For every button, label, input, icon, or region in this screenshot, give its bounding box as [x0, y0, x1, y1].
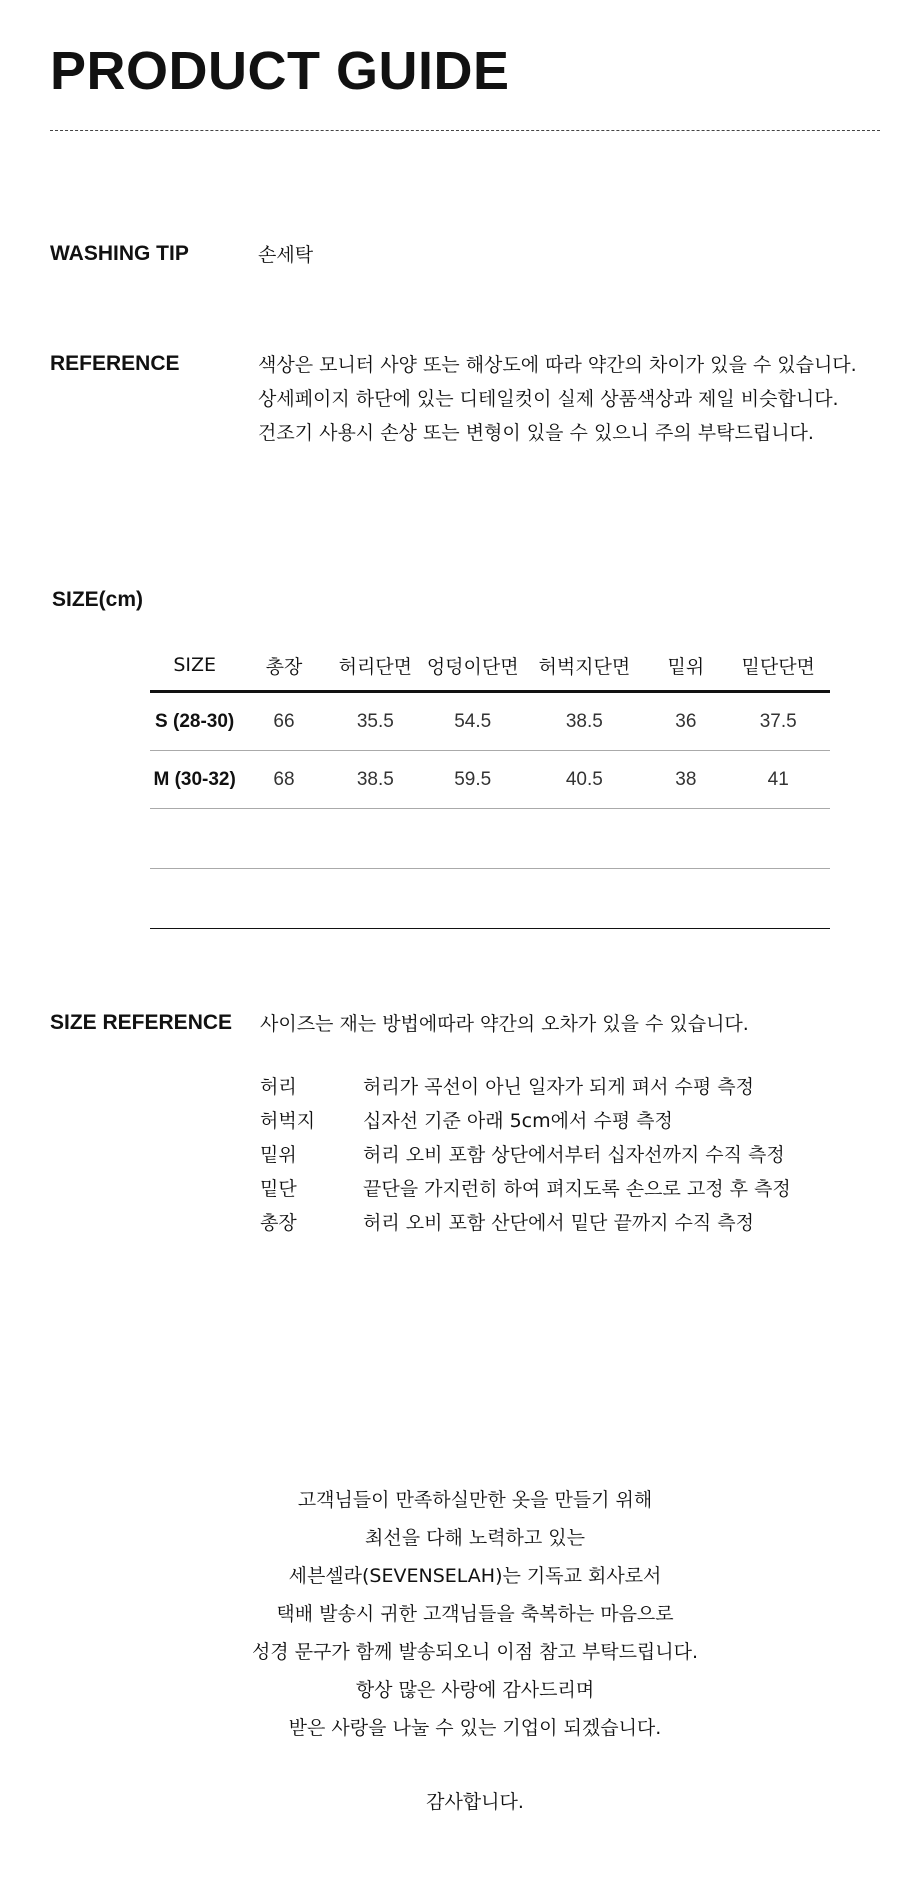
size-cell: S (28-30) — [150, 692, 239, 751]
measurement-term: 총장 — [260, 1212, 297, 1234]
measurement-desc: 허리 오비 포함 산단에서 밑단 끝까지 수직 측정 — [363, 1212, 755, 1234]
column-header-hem: 밑단단면 — [726, 640, 830, 692]
column-header-waist: 허리단면 — [329, 640, 422, 692]
column-header-total-length: 총장 — [239, 640, 328, 692]
list-item — [260, 1172, 791, 1206]
table-row — [150, 751, 830, 809]
reference-line: 색상은 모니터 사양 또는 해상도에 따라 약간의 차이가 있을 수 있습니다. — [258, 354, 857, 376]
size-reference-label: SIZE REFERENCE — [50, 1011, 233, 1034]
size-table — [150, 640, 830, 929]
value-cell: 40.5 — [523, 751, 645, 809]
measurement-term: 허리 — [260, 1076, 297, 1098]
washing-tip-value: 손세탁 — [258, 244, 314, 266]
empty-table-row — [150, 869, 830, 929]
closing-thanks: 감사합니다. — [426, 1791, 524, 1813]
measurement-desc: 끝단을 가지런히 하여 펴지도록 손으로 고정 후 측정 — [363, 1178, 791, 1200]
list-item — [260, 1104, 791, 1138]
size-section-label: SIZE(cm) — [52, 588, 144, 611]
dashed-divider — [50, 130, 880, 131]
value-cell: 36 — [645, 692, 726, 751]
size-cell: M (30-32) — [150, 751, 239, 809]
list-item — [260, 1206, 791, 1240]
value-cell: 38.5 — [329, 751, 422, 809]
list-item — [260, 1070, 791, 1104]
value-cell: 66 — [239, 692, 328, 751]
washing-tip-label: WASHING TIP — [50, 242, 189, 265]
reference-label: REFERENCE — [50, 352, 180, 375]
measurement-desc: 허리가 곡선이 아닌 일자가 되게 펴서 수평 측정 — [363, 1076, 755, 1098]
size-table-header — [150, 640, 830, 692]
value-cell: 35.5 — [329, 692, 422, 751]
measurement-list — [260, 1070, 791, 1240]
value-cell: 38 — [645, 751, 726, 809]
column-header-rise: 밑위 — [645, 640, 726, 692]
size-reference-intro: 사이즈는 재는 방법에따라 약간의 오차가 있을 수 있습니다. — [260, 1013, 749, 1035]
closing-line: 성경 문구가 함께 발송되오니 이점 참고 부탁드립니다. — [251, 1641, 699, 1663]
measurement-term: 밑위 — [260, 1144, 297, 1166]
value-cell: 68 — [239, 751, 328, 809]
closing-message — [0, 1481, 900, 1747]
column-header-hip: 엉덩이단면 — [422, 640, 523, 692]
closing-line: 최선을 다해 노력하고 있는 — [364, 1527, 585, 1549]
table-row — [150, 692, 830, 751]
reference-line: 상세페이지 하단에 있는 디테일컷이 실제 상품색상과 제일 비슷합니다. — [258, 388, 839, 410]
reference-text — [258, 348, 857, 450]
closing-line: 택배 발송시 귀한 고객님들을 축복하는 마음으로 — [276, 1603, 674, 1625]
value-cell: 54.5 — [422, 692, 523, 751]
measurement-desc: 허리 오비 포함 상단에서부터 십자선까지 수직 측정 — [363, 1144, 785, 1166]
value-cell: 38.5 — [523, 692, 645, 751]
reference-line: 건조기 사용시 손상 또는 변형이 있을 수 있으니 주의 부탁드립니다. — [258, 422, 814, 444]
value-cell: 59.5 — [422, 751, 523, 809]
column-header-thigh: 허벅지단면 — [523, 640, 645, 692]
closing-line: 고객님들이 만족하실만한 옷을 만들기 위해 — [297, 1489, 653, 1511]
measurement-term: 밑단 — [260, 1178, 297, 1200]
closing-line: 세븐셀라(SEVENSELAH)는 기독교 회사로서 — [288, 1565, 662, 1587]
column-header-size: SIZE — [150, 640, 239, 692]
closing-line: 받은 사랑을 나눌 수 있는 기업이 되겠습니다. — [288, 1717, 662, 1739]
empty-table-row — [150, 809, 830, 869]
value-cell: 37.5 — [726, 692, 830, 751]
list-item — [260, 1138, 791, 1172]
value-cell: 41 — [726, 751, 830, 809]
measurement-desc: 십자선 기준 아래 5cm에서 수평 측정 — [363, 1110, 673, 1132]
measurement-term: 허벅지 — [260, 1110, 316, 1132]
page-title: PRODUCT GUIDE — [50, 41, 510, 101]
closing-line: 항상 많은 사랑에 감사드리며 — [355, 1679, 595, 1701]
